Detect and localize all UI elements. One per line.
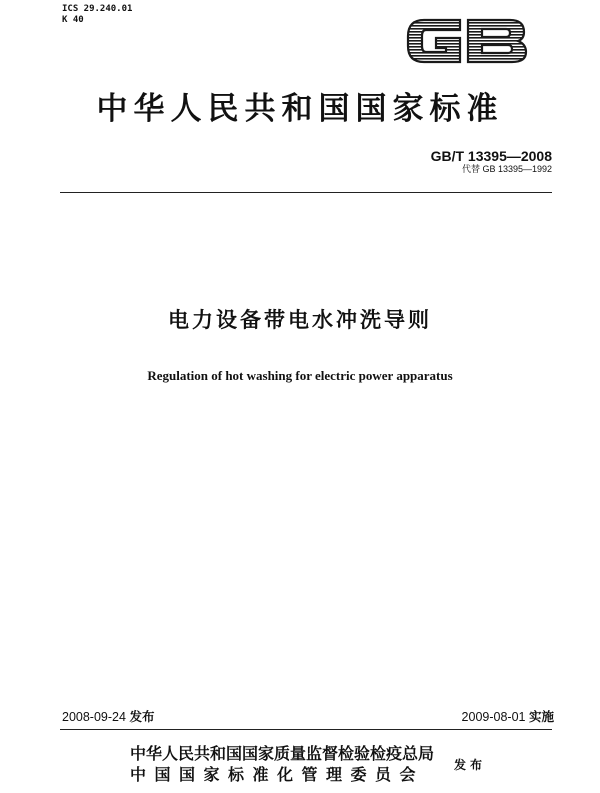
issuer-sac: 中国国家标准化管理委员会 bbox=[130, 765, 425, 784]
issue-date-label: 发布 bbox=[129, 710, 155, 724]
gb-logo bbox=[402, 10, 532, 72]
issue-date-value: 2008-09-24 bbox=[62, 710, 126, 724]
ics-code: ICS 29.240.01 bbox=[62, 4, 133, 14]
classification-codes bbox=[62, 4, 132, 26]
replaces-standard: 代替 GB 13395—1992 bbox=[461, 164, 552, 174]
standard-number-block bbox=[431, 148, 552, 175]
document-title-english: Regulation of hot washing for electric power apparatus bbox=[147, 368, 453, 383]
publish-label: 发布 bbox=[454, 758, 487, 772]
implementation-date-value: 2009-08-01 bbox=[461, 710, 526, 724]
standard-number: GB/T 13395—2008 bbox=[430, 148, 552, 164]
issue-date bbox=[62, 710, 154, 725]
implementation-date bbox=[462, 710, 554, 725]
bottom-divider bbox=[60, 729, 552, 730]
ccs-code: K 40 bbox=[62, 15, 84, 25]
document-title-chinese: 电力设备带电水冲洗导则 bbox=[168, 308, 432, 332]
top-divider bbox=[60, 192, 552, 193]
national-standard-heading: 中华人民共和国国家标准 bbox=[96, 91, 504, 127]
implementation-date-label: 实施 bbox=[528, 710, 554, 724]
issuer-aqsiq: 中华人民共和国国家质量监督检验检疫总局 bbox=[130, 744, 435, 763]
